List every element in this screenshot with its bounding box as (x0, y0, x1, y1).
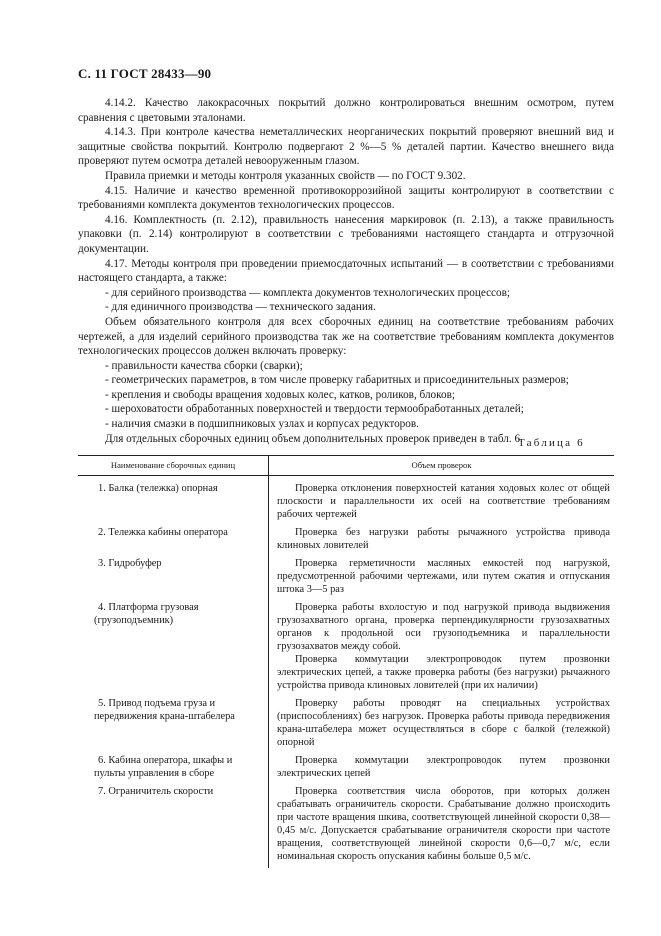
unit-name-cell: 1. Балка (тележка) опорная (78, 476, 269, 527)
unit-name-cell: 3. Гидробуфер (78, 557, 269, 601)
checks-cell (269, 557, 615, 601)
paragraph: Для отдельных сборочных единиц объем дополнительных проверок приведен в табл. 6. (105, 432, 523, 445)
paragraph: - наличия смазки в подшипниковых узлах и корпусах редукторов. (105, 418, 419, 431)
paragraph: Правила приемки и методы контроля указанных свойств — по ГОСТ 9.302. (105, 169, 466, 182)
check-text: Проверка отклонения поверхностей катания ходовых колес от общей плоскости и параллельности их осей на соответствие требованиям рабочих чертежей (277, 483, 610, 520)
paragraph: - геометрических параметров, в том числе проверку габаритных и присоединительных размеров; (105, 374, 569, 387)
table-row (78, 476, 614, 527)
checks-cell (269, 476, 615, 527)
paragraph: - правильности качества сборки (сварки); (105, 359, 303, 372)
paragraph: 4.14.3. При контроле качества неметаллических неорганических покрытий проверяют внешний вид и защитные свойства покрытий. Контролю подвергают 2 %—5 % деталей партии. Качество внешнего вида проверяют путем осмотра деталей невооруженным глазом. (78, 126, 614, 168)
unit-name-cell: 2. Тележка кабины оператора (78, 526, 269, 557)
paragraph: 4.17. Методы контроля при проведении приемосдаточных испытаний — в соответствии с требованиями настоящего стандарта, а также: (78, 257, 614, 285)
paragraph: - шероховатости обработанных поверхностей и твердости термообработанных деталей; (105, 403, 524, 416)
check-text: Проверка коммутации электропроводок путем прозвонки электрических цепей, а также проверка работы (без нагрузки) рычажного устройства привода клиновых ловителей (при их наличии) (277, 654, 610, 691)
table-row (78, 526, 614, 557)
paragraph: Объем обязательного контроля для всех сборочных единиц на соответствие требованиям рабочих чертежей, а для изделий серийного производства так же на соответствие требованиям комплекта документов технологических процессов должен включать проверку: (78, 315, 614, 358)
body-text (78, 96, 614, 446)
table-header-row (78, 456, 614, 476)
checks-cell (269, 601, 615, 697)
paragraph: 4.15. Наличие и качество временной противокоррозийной защиты контролируют в соответствии с требованиями комплекта документов технологических процессов. (78, 184, 614, 212)
check-text: Проверка коммутации электропроводок путем прозвонки электрических цепей (277, 755, 610, 779)
table-row (78, 785, 614, 868)
table-row (78, 754, 614, 785)
paragraph: - для серийного производства — комплекта документов технологических процессов; (105, 286, 510, 299)
checks-cell (269, 697, 615, 754)
checks-cell (269, 785, 615, 868)
paragraph: 4.14.2. Качество лакокрасочных покрытий должно контролироваться внешним осмотром, путем сравнения с цветовыми эталонами. (78, 97, 614, 124)
unit-name-cell: 6. Кабина оператора, шкафы и пульты управления в сборе (78, 754, 269, 785)
table-row (78, 557, 614, 601)
table-row (78, 697, 614, 754)
checks-cell (269, 526, 615, 557)
unit-name-cell: 5. Привод подъема груза и передвижения крана-штабелера (78, 697, 269, 754)
unit-name-cell: 4. Платформа грузовая (грузоподъемник) (78, 601, 269, 697)
paragraph: - крепления и свободы вращения ходовых колес, катков, роликов, блоков; (105, 388, 455, 401)
column-header-units: Наименование сборочных единиц (78, 456, 269, 476)
table-6 (78, 455, 614, 868)
check-text: Проверку работы проводят на специальных устройствах (приспособлениях) без нагрузок. Проверка работы привода передвижения крана-штабелера может осуществляться в сборе с балкой (тележкой) опорной (277, 698, 610, 748)
paragraph: - для единичного производства — технического задания. (105, 301, 376, 314)
unit-name-cell: 7. Ограничитель скорости (78, 785, 269, 868)
table-row (78, 601, 614, 697)
check-text: Проверка соответствия числа оборотов, при которых должен срабатывать ограничитель скорости. Срабатывание должно происходить при частоте вращения шкива, соответствующей линейной скорости 0,38—0,45 м/с. Допускается срабатывание ограничителя скорости при частоте вращения, соответствующей линейной скорости 0,6—0,7 м/с, если номинальная скорость опускания кабины больше 0,5 м/с. (277, 786, 610, 862)
checks-cell (269, 754, 615, 785)
check-text: Проверка герметичности масляных емкостей под нагрузкой, предусмотренной рабочими чертежами, или путем сжатия и отпускания штока 3—5 раз (277, 558, 610, 595)
check-text: Проверка без нагрузки работы рычажного устройства привода клиновых ловителей (277, 527, 610, 551)
column-header-checks: Объем проверок (269, 456, 615, 476)
check-text: Проверка работы вхолостую и под нагрузкой привода выдвижения грузозахватного органа, проверка перпендикулярности грузозахватных органов к продольной оси грузоподъемника и параллельности грузозахватов между собой. (277, 602, 610, 652)
paragraph: 4.16. Комплектность (п. 2.12), правильность нанесения маркировок (п. 2.13), а также правильность упаковки (п. 2.14) контролируют в соответствии с требованиями настоящего стандарта и отгрузочной документации. (78, 213, 614, 255)
page-header: С. 11 ГОСТ 28433—90 (78, 66, 212, 81)
table-caption: Таблица 6 (518, 437, 585, 449)
